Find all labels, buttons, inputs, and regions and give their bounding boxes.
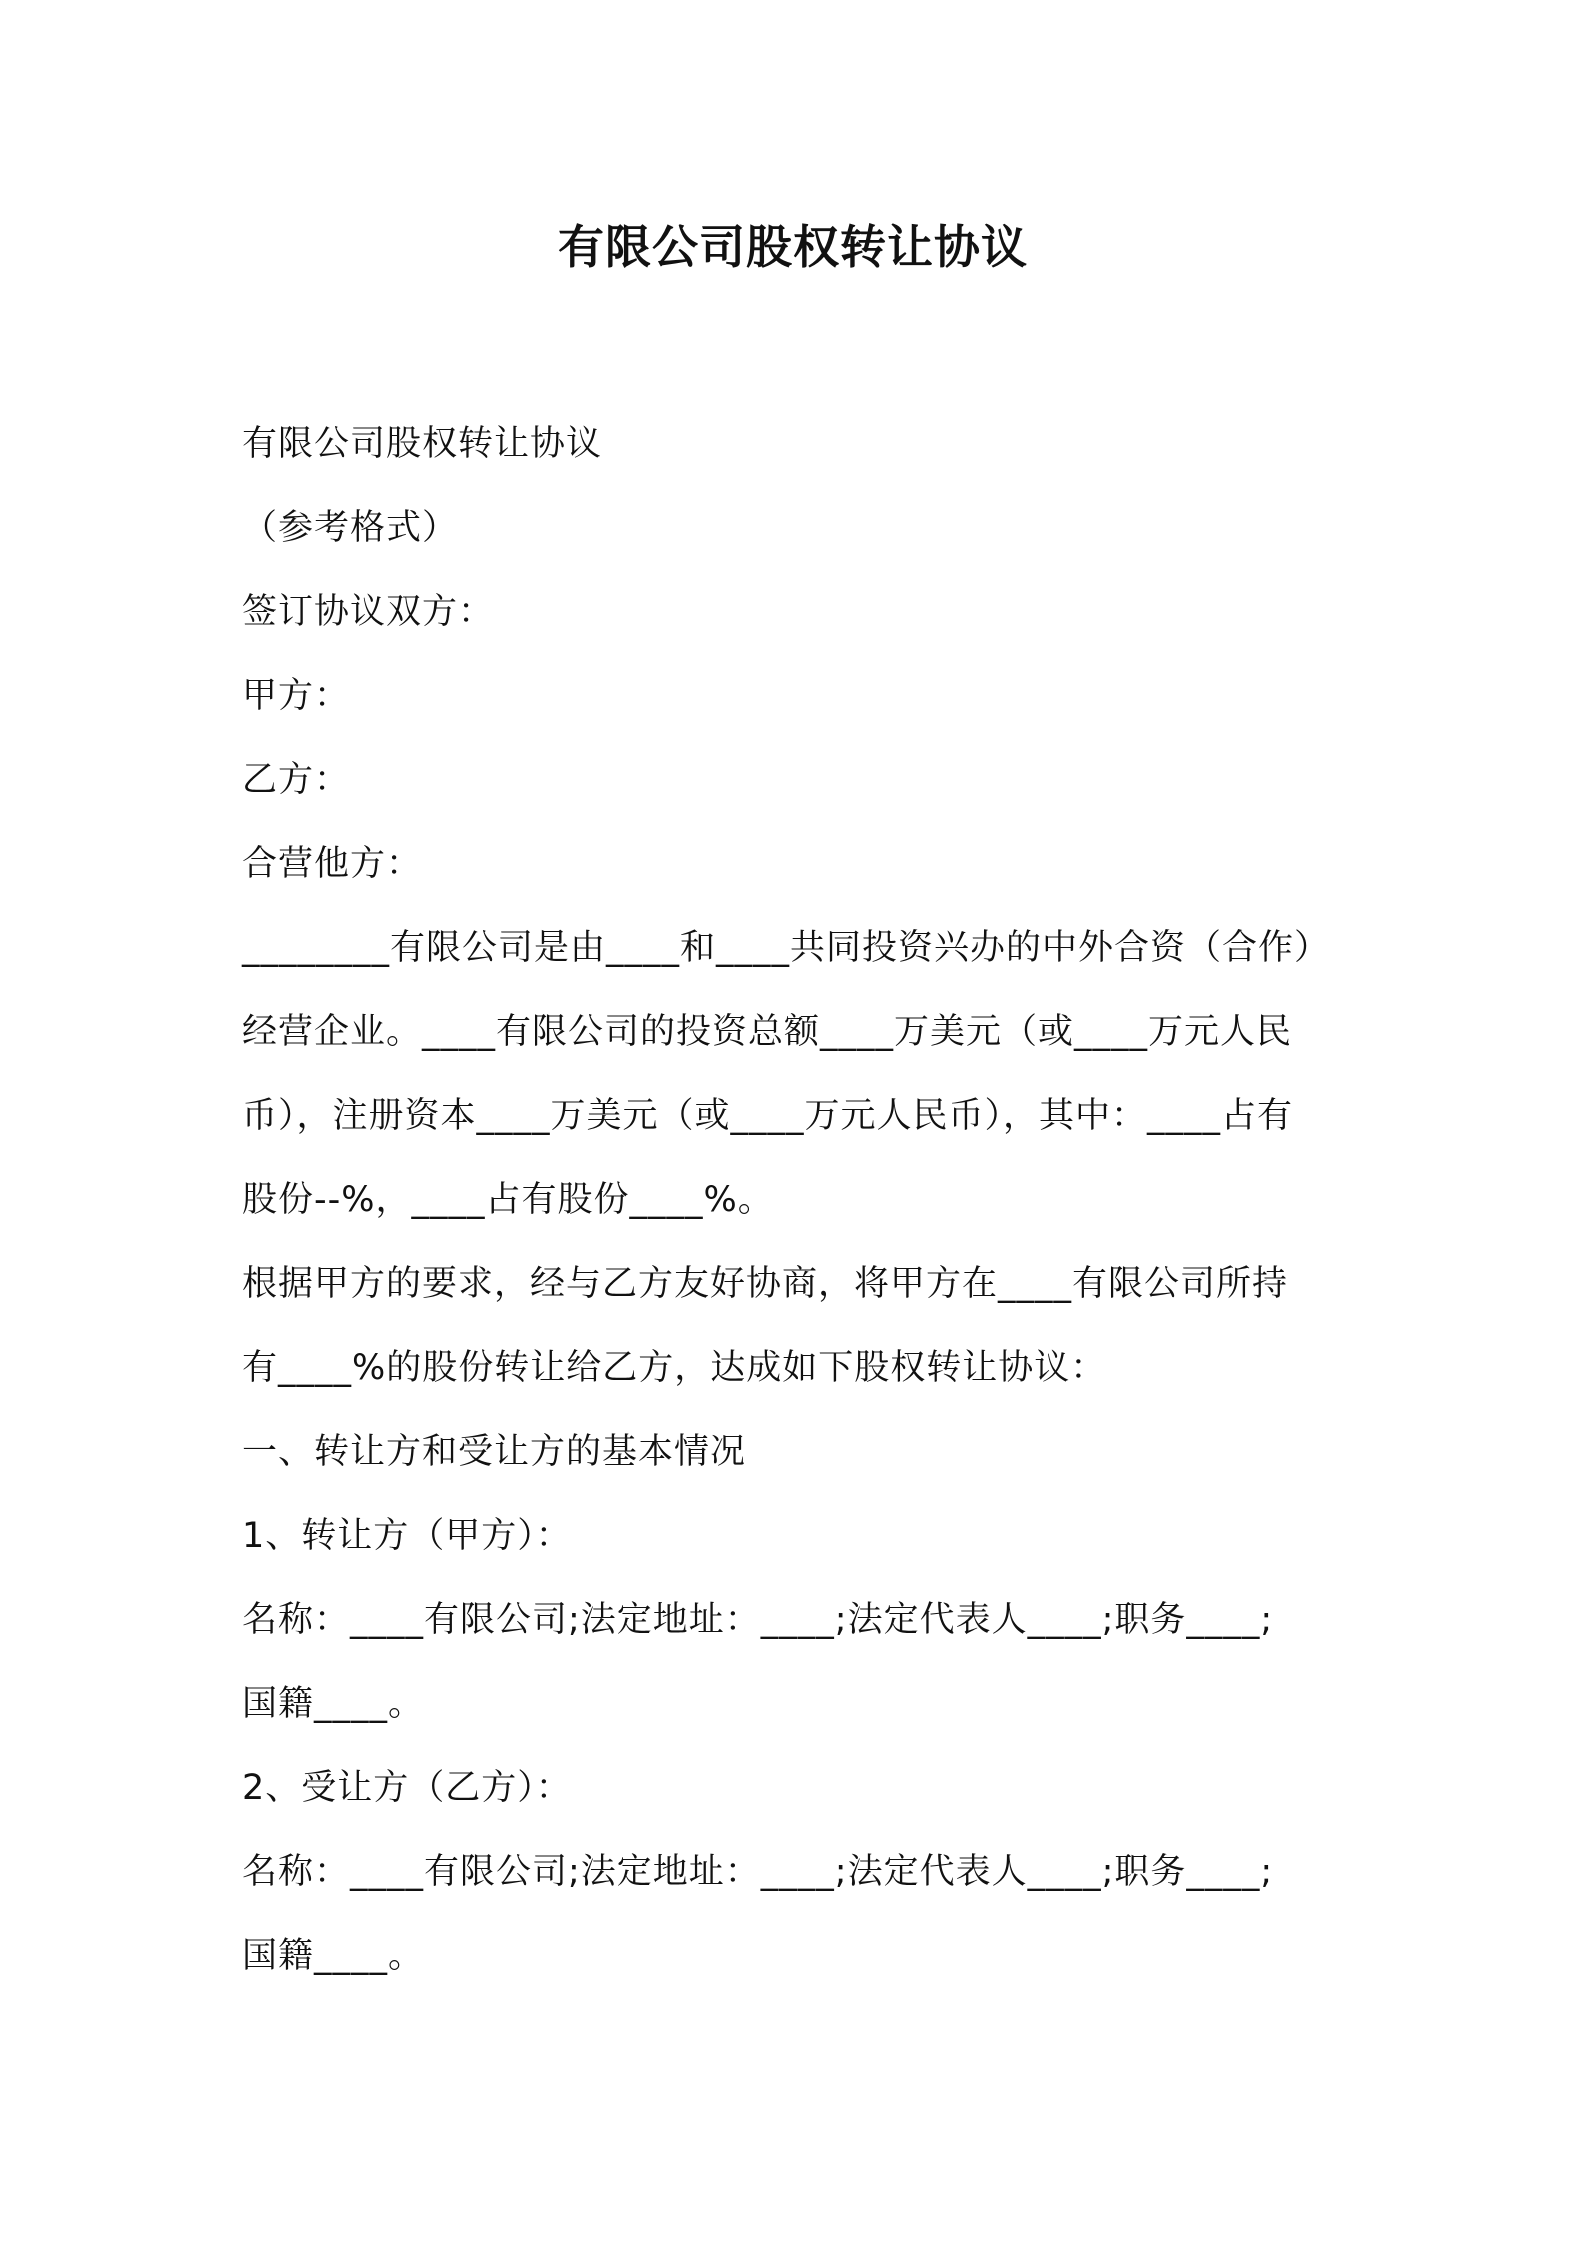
- document-body: [242, 402, 1372, 1998]
- body-line-reference-format: （参考格式）: [242, 508, 459, 548]
- body-line-company-intro-4: 股份--%，____占有股份____%。: [242, 1180, 774, 1220]
- body-line-subtitle: 有限公司股权转让协议: [242, 424, 603, 464]
- body-line-transfer-basis-1: 根据甲方的要求，经与乙方友好协商，将甲方在____有限公司所持: [242, 1264, 1289, 1304]
- transferor-details: 名称：____有限公司;法定地址：____;法定代表人____;职务____;: [242, 1600, 1274, 1640]
- transferee-details: 名称：____有限公司;法定地址：____;法定代表人____;职务____;: [242, 1852, 1274, 1892]
- body-line-signing-parties: 签订协议双方：: [242, 592, 495, 632]
- body-line-party-a: 甲方：: [242, 676, 351, 716]
- body-line-company-intro-2: 经营企业。____有限公司的投资总额____万美元（或____万元人民: [242, 1012, 1293, 1052]
- body-line-company-intro-1: ________有限公司是由____和____共同投资兴办的中外合资（合作）: [242, 928, 1331, 968]
- subsection-transferee: 2、受让方（乙方）：: [242, 1768, 572, 1808]
- transferee-nationality: 国籍____。: [242, 1936, 425, 1976]
- body-line-other-party: 合营他方：: [242, 844, 423, 884]
- body-line-party-b: 乙方：: [242, 760, 351, 800]
- document-title: 有限公司股权转让协议: [558, 220, 1028, 274]
- section-heading-basic-info: 一、转让方和受让方的基本情况: [242, 1432, 747, 1472]
- body-line-transfer-basis-2: 有____%的股份转让给乙方，达成如下股权转让协议：: [242, 1348, 1107, 1388]
- body-line-company-intro-3: 币），注册资本____万美元（或____万元人民币），其中：____占有: [242, 1096, 1294, 1136]
- transferor-nationality: 国籍____。: [242, 1684, 425, 1724]
- subsection-transferor: 1、转让方（甲方）：: [242, 1516, 572, 1556]
